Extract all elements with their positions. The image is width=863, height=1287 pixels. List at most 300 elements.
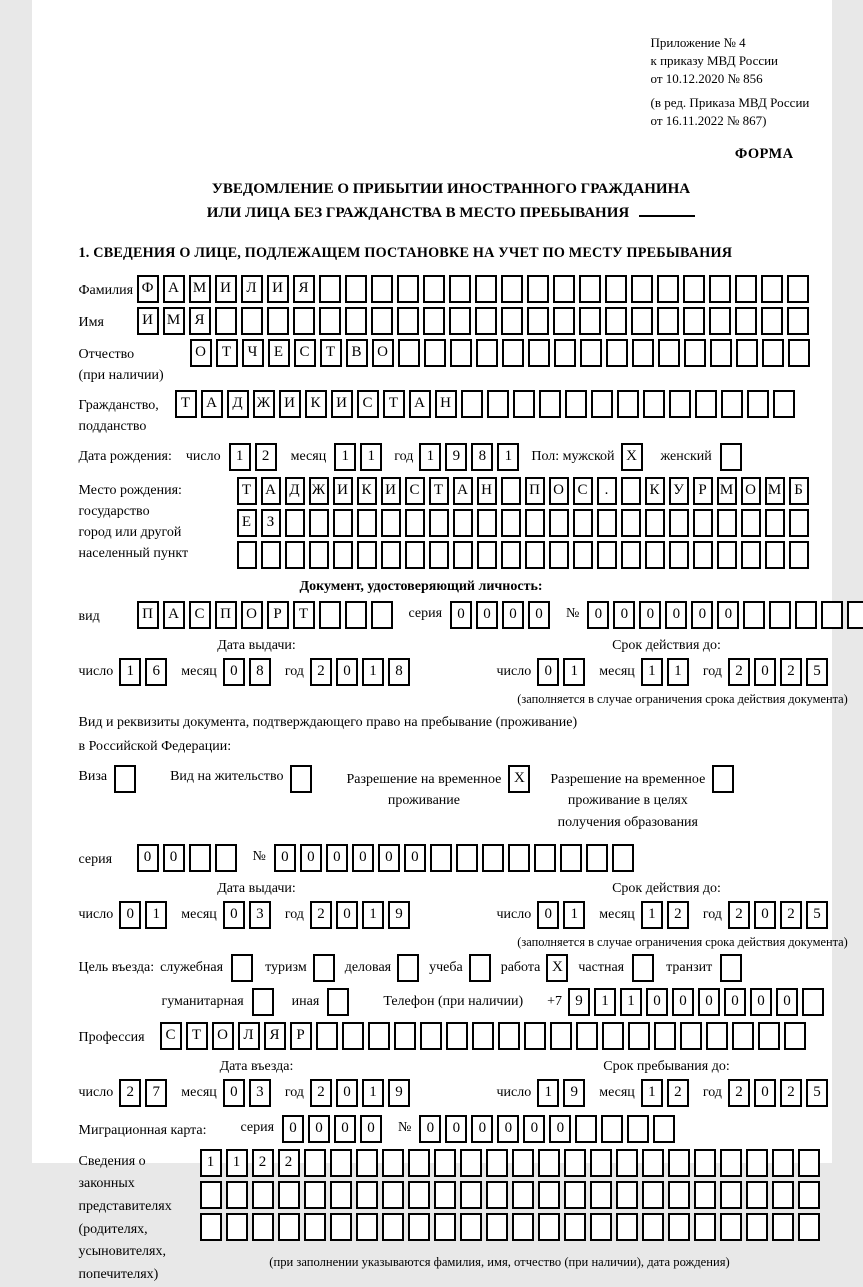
citizenship-cell[interactable] xyxy=(539,390,561,418)
surname-cell[interactable] xyxy=(319,275,341,303)
representatives-cell[interactable] xyxy=(798,1181,820,1209)
temp-residence-edu-cell[interactable] xyxy=(712,765,734,793)
profession-cell[interactable] xyxy=(758,1022,780,1050)
citizenship-cell[interactable] xyxy=(487,390,509,418)
doc-number-cell[interactable] xyxy=(847,601,863,629)
given-name-cell[interactable] xyxy=(605,307,627,335)
resid-number-cell[interactable] xyxy=(456,844,478,872)
temp-residence-cell[interactable]: X xyxy=(508,765,530,793)
representatives-cell[interactable] xyxy=(330,1213,352,1241)
resid-number-cell[interactable]: 0 xyxy=(378,844,400,872)
migration-number-cell[interactable] xyxy=(627,1115,649,1143)
birth-place-cell[interactable] xyxy=(717,541,737,569)
entry-month-cell[interactable]: 3 xyxy=(249,1079,271,1107)
representatives-cell[interactable] xyxy=(356,1213,378,1241)
given-name-cell[interactable] xyxy=(709,307,731,335)
representatives-cell[interactable] xyxy=(278,1181,300,1209)
birth-place-cell[interactable]: Н xyxy=(477,477,497,505)
citizenship-cell[interactable] xyxy=(513,390,535,418)
representatives-cell[interactable] xyxy=(486,1149,508,1177)
given-name-cell[interactable] xyxy=(397,307,419,335)
entry-year-cell[interactable]: 0 xyxy=(336,1079,358,1107)
representatives-cell[interactable] xyxy=(512,1149,534,1177)
representatives-cell[interactable] xyxy=(746,1181,768,1209)
patronymic-cell[interactable] xyxy=(788,339,810,367)
surname-cell[interactable] xyxy=(657,275,679,303)
representatives-cell[interactable] xyxy=(616,1181,638,1209)
birth-place-cell[interactable] xyxy=(381,509,401,537)
surname-cell[interactable] xyxy=(709,275,731,303)
resid-number-cell[interactable] xyxy=(560,844,582,872)
representatives-cell[interactable]: 2 xyxy=(278,1149,300,1177)
surname-cell[interactable]: М xyxy=(189,275,211,303)
birth-place-cell[interactable] xyxy=(453,509,473,537)
patronymic-cell[interactable]: В xyxy=(346,339,368,367)
representatives-cell[interactable] xyxy=(200,1213,222,1241)
patronymic-cell[interactable] xyxy=(580,339,602,367)
migration-number-cell[interactable]: 0 xyxy=(419,1115,441,1143)
birth-place-cell[interactable]: Р xyxy=(693,477,713,505)
resid-issue-month-cell[interactable]: 0 xyxy=(223,901,245,929)
birth-year-cell[interactable]: 1 xyxy=(419,443,441,471)
doc-issue-day-cell[interactable]: 6 xyxy=(145,658,167,686)
doc-expiry-day-cell[interactable]: 0 xyxy=(537,658,559,686)
entry-day-cell[interactable]: 2 xyxy=(119,1079,141,1107)
stay-month-cell[interactable]: 2 xyxy=(667,1079,689,1107)
resid-number-cell[interactable]: 0 xyxy=(300,844,322,872)
representatives-cell[interactable] xyxy=(408,1149,430,1177)
patronymic-cell[interactable]: О xyxy=(372,339,394,367)
representatives-cell[interactable] xyxy=(356,1181,378,1209)
resid-number-cell[interactable]: 0 xyxy=(326,844,348,872)
resid-expiry-month-cell[interactable]: 1 xyxy=(641,901,663,929)
resid-number-cell[interactable] xyxy=(482,844,504,872)
representatives-cell[interactable] xyxy=(538,1181,560,1209)
doc-number-cell[interactable]: 0 xyxy=(613,601,635,629)
phone-cell[interactable]: 1 xyxy=(620,988,642,1016)
migration-number-cell[interactable] xyxy=(575,1115,597,1143)
phone-cell[interactable]: 1 xyxy=(594,988,616,1016)
birth-place-cell[interactable] xyxy=(741,541,761,569)
given-name-cell[interactable]: И xyxy=(137,307,159,335)
profession-cell[interactable]: Л xyxy=(238,1022,260,1050)
representatives-cell[interactable] xyxy=(330,1181,352,1209)
purpose-study-cell[interactable] xyxy=(469,954,491,982)
patronymic-cell[interactable]: Е xyxy=(268,339,290,367)
birth-place-cell[interactable]: К xyxy=(645,477,665,505)
representatives-cell[interactable] xyxy=(252,1213,274,1241)
profession-cell[interactable] xyxy=(550,1022,572,1050)
birth-place-cell[interactable] xyxy=(693,541,713,569)
phone-cell[interactable]: 0 xyxy=(646,988,668,1016)
doc-issue-year-cell[interactable]: 1 xyxy=(362,658,384,686)
birth-place-cell[interactable]: О xyxy=(549,477,569,505)
birth-place-cell[interactable] xyxy=(477,541,497,569)
resid-issue-month-cell[interactable]: 3 xyxy=(249,901,271,929)
entry-year-cell[interactable]: 2 xyxy=(310,1079,332,1107)
entry-year-cell[interactable]: 1 xyxy=(362,1079,384,1107)
resid-issue-day-cell[interactable]: 1 xyxy=(145,901,167,929)
profession-cell[interactable] xyxy=(498,1022,520,1050)
surname-cell[interactable] xyxy=(397,275,419,303)
birth-place-cell[interactable]: О xyxy=(741,477,761,505)
doc-type-cell[interactable] xyxy=(319,601,341,629)
representatives-cell[interactable] xyxy=(356,1149,378,1177)
doc-issue-day-cell[interactable]: 1 xyxy=(119,658,141,686)
patronymic-cell[interactable] xyxy=(398,339,420,367)
representatives-cell[interactable] xyxy=(720,1149,742,1177)
surname-cell[interactable]: И xyxy=(215,275,237,303)
representatives-cell[interactable] xyxy=(200,1181,222,1209)
resid-number-cell[interactable] xyxy=(508,844,530,872)
doc-number-cell[interactable]: 0 xyxy=(665,601,687,629)
birth-day-cell[interactable]: 2 xyxy=(255,443,277,471)
given-name-cell[interactable] xyxy=(527,307,549,335)
resid-issue-year-cell[interactable]: 9 xyxy=(388,901,410,929)
representatives-cell[interactable] xyxy=(382,1149,404,1177)
doc-type-cell[interactable]: О xyxy=(241,601,263,629)
given-name-cell[interactable] xyxy=(761,307,783,335)
patronymic-cell[interactable]: С xyxy=(294,339,316,367)
citizenship-cell[interactable] xyxy=(643,390,665,418)
birth-year-cell[interactable]: 9 xyxy=(445,443,467,471)
representatives-cell[interactable] xyxy=(642,1181,664,1209)
birth-place-cell[interactable] xyxy=(477,509,497,537)
birth-place-cell[interactable]: А xyxy=(453,477,473,505)
patronymic-cell[interactable] xyxy=(554,339,576,367)
representatives-cell[interactable] xyxy=(460,1213,482,1241)
profession-cell[interactable] xyxy=(316,1022,338,1050)
doc-expiry-month-cell[interactable]: 1 xyxy=(667,658,689,686)
birth-place-cell[interactable] xyxy=(429,541,449,569)
profession-cell[interactable] xyxy=(602,1022,624,1050)
stay-day-cell[interactable]: 1 xyxy=(537,1079,559,1107)
representatives-cell[interactable] xyxy=(798,1149,820,1177)
profession-cell[interactable] xyxy=(472,1022,494,1050)
doc-type-cell[interactable]: Т xyxy=(293,601,315,629)
doc-issue-year-cell[interactable]: 8 xyxy=(388,658,410,686)
stay-year-cell[interactable]: 5 xyxy=(806,1079,828,1107)
stay-year-cell[interactable]: 0 xyxy=(754,1079,776,1107)
resid-number-cell[interactable] xyxy=(586,844,608,872)
profession-cell[interactable] xyxy=(524,1022,546,1050)
citizenship-cell[interactable]: Ж xyxy=(253,390,275,418)
representatives-cell[interactable] xyxy=(590,1181,612,1209)
surname-cell[interactable] xyxy=(475,275,497,303)
representatives-cell[interactable] xyxy=(512,1181,534,1209)
purpose-official-cell[interactable] xyxy=(231,954,253,982)
resid-issue-year-cell[interactable]: 1 xyxy=(362,901,384,929)
citizenship-cell[interactable] xyxy=(617,390,639,418)
birth-place-cell[interactable] xyxy=(501,477,521,505)
birth-place-cell[interactable]: К xyxy=(357,477,377,505)
citizenship-cell[interactable]: И xyxy=(331,390,353,418)
profession-cell[interactable] xyxy=(732,1022,754,1050)
given-name-cell[interactable] xyxy=(579,307,601,335)
surname-cell[interactable]: А xyxy=(163,275,185,303)
profession-cell[interactable] xyxy=(342,1022,364,1050)
birth-place-cell[interactable] xyxy=(285,509,305,537)
purpose-private-cell[interactable] xyxy=(632,954,654,982)
surname-cell[interactable] xyxy=(605,275,627,303)
surname-cell[interactable]: Л xyxy=(241,275,263,303)
profession-cell[interactable] xyxy=(680,1022,702,1050)
surname-cell[interactable] xyxy=(579,275,601,303)
representatives-cell[interactable] xyxy=(434,1213,456,1241)
citizenship-cell[interactable]: А xyxy=(201,390,223,418)
doc-expiry-year-cell[interactable]: 5 xyxy=(806,658,828,686)
doc-type-cell[interactable]: Р xyxy=(267,601,289,629)
stay-month-cell[interactable]: 1 xyxy=(641,1079,663,1107)
profession-cell[interactable] xyxy=(628,1022,650,1050)
birth-place-cell[interactable]: . xyxy=(597,477,617,505)
profession-cell[interactable]: О xyxy=(212,1022,234,1050)
birth-place-cell[interactable] xyxy=(597,509,617,537)
profession-cell[interactable] xyxy=(654,1022,676,1050)
representatives-cell[interactable] xyxy=(746,1149,768,1177)
citizenship-cell[interactable]: К xyxy=(305,390,327,418)
given-name-cell[interactable] xyxy=(787,307,809,335)
citizenship-cell[interactable]: А xyxy=(409,390,431,418)
phone-cell[interactable]: 0 xyxy=(672,988,694,1016)
migration-number-cell[interactable] xyxy=(601,1115,623,1143)
birth-place-cell[interactable] xyxy=(357,509,377,537)
patronymic-cell[interactable] xyxy=(606,339,628,367)
birth-place-cell[interactable]: Е xyxy=(237,509,257,537)
representatives-cell[interactable] xyxy=(616,1149,638,1177)
resid-expiry-year-cell[interactable]: 2 xyxy=(728,901,750,929)
citizenship-cell[interactable] xyxy=(773,390,795,418)
representatives-cell[interactable] xyxy=(798,1213,820,1241)
profession-cell[interactable] xyxy=(368,1022,390,1050)
entry-month-cell[interactable]: 0 xyxy=(223,1079,245,1107)
doc-type-cell[interactable]: С xyxy=(189,601,211,629)
birth-place-cell[interactable] xyxy=(645,509,665,537)
birth-place-cell[interactable] xyxy=(405,509,425,537)
migration-number-cell[interactable]: 0 xyxy=(549,1115,571,1143)
representatives-cell[interactable] xyxy=(642,1149,664,1177)
representatives-cell[interactable] xyxy=(304,1149,326,1177)
citizenship-cell[interactable] xyxy=(565,390,587,418)
birth-place-cell[interactable]: Т xyxy=(429,477,449,505)
birth-place-cell[interactable]: М xyxy=(765,477,785,505)
representatives-cell[interactable] xyxy=(382,1181,404,1209)
doc-number-cell[interactable] xyxy=(821,601,843,629)
given-name-cell[interactable] xyxy=(475,307,497,335)
migration-number-cell[interactable] xyxy=(653,1115,675,1143)
purpose-tourism-cell[interactable] xyxy=(313,954,335,982)
birth-place-cell[interactable] xyxy=(549,509,569,537)
birth-place-cell[interactable] xyxy=(381,541,401,569)
doc-type-cell[interactable] xyxy=(371,601,393,629)
birth-place-cell[interactable]: Б xyxy=(789,477,809,505)
patronymic-cell[interactable]: О xyxy=(190,339,212,367)
birth-place-cell[interactable] xyxy=(309,541,329,569)
birth-place-cell[interactable]: Д xyxy=(285,477,305,505)
doc-number-cell[interactable]: 0 xyxy=(587,601,609,629)
birth-place-cell[interactable]: С xyxy=(573,477,593,505)
given-name-cell[interactable] xyxy=(501,307,523,335)
birth-place-cell[interactable]: М xyxy=(717,477,737,505)
birth-place-cell[interactable] xyxy=(309,509,329,537)
phone-cell[interactable]: 0 xyxy=(750,988,772,1016)
doc-number-cell[interactable] xyxy=(743,601,765,629)
doc-issue-year-cell[interactable]: 2 xyxy=(310,658,332,686)
given-name-cell[interactable] xyxy=(345,307,367,335)
gender-female-cell[interactable] xyxy=(720,443,742,471)
migration-series-cell[interactable]: 0 xyxy=(360,1115,382,1143)
gender-male-cell[interactable]: X xyxy=(621,443,643,471)
citizenship-cell[interactable]: С xyxy=(357,390,379,418)
birth-place-cell[interactable]: А xyxy=(261,477,281,505)
given-name-cell[interactable] xyxy=(631,307,653,335)
doc-type-cell[interactable]: А xyxy=(163,601,185,629)
entry-year-cell[interactable]: 9 xyxy=(388,1079,410,1107)
doc-expiry-year-cell[interactable]: 0 xyxy=(754,658,776,686)
birth-place-cell[interactable] xyxy=(693,509,713,537)
birth-place-cell[interactable] xyxy=(789,509,809,537)
birth-place-cell[interactable] xyxy=(597,541,617,569)
birth-place-cell[interactable] xyxy=(765,541,785,569)
patronymic-cell[interactable] xyxy=(476,339,498,367)
doc-series-cell[interactable]: 0 xyxy=(528,601,550,629)
representatives-cell[interactable] xyxy=(408,1213,430,1241)
resid-expiry-year-cell[interactable]: 2 xyxy=(780,901,802,929)
patronymic-cell[interactable] xyxy=(450,339,472,367)
citizenship-cell[interactable]: Т xyxy=(383,390,405,418)
representatives-cell[interactable]: 1 xyxy=(200,1149,222,1177)
patronymic-cell[interactable] xyxy=(528,339,550,367)
given-name-cell[interactable] xyxy=(371,307,393,335)
profession-cell[interactable] xyxy=(446,1022,468,1050)
representatives-cell[interactable] xyxy=(668,1149,690,1177)
citizenship-cell[interactable] xyxy=(669,390,691,418)
resid-number-cell[interactable] xyxy=(430,844,452,872)
stay-year-cell[interactable]: 2 xyxy=(780,1079,802,1107)
patronymic-cell[interactable] xyxy=(502,339,524,367)
birth-place-cell[interactable] xyxy=(501,541,521,569)
given-name-cell[interactable] xyxy=(319,307,341,335)
representatives-cell[interactable] xyxy=(590,1149,612,1177)
doc-number-cell[interactable] xyxy=(769,601,791,629)
purpose-business-cell[interactable] xyxy=(397,954,419,982)
representatives-cell[interactable] xyxy=(772,1213,794,1241)
birth-year-cell[interactable]: 1 xyxy=(497,443,519,471)
citizenship-cell[interactable] xyxy=(461,390,483,418)
birth-place-cell[interactable]: С xyxy=(405,477,425,505)
birth-place-cell[interactable] xyxy=(669,509,689,537)
representatives-cell[interactable] xyxy=(772,1149,794,1177)
birth-place-cell[interactable] xyxy=(285,541,305,569)
purpose-other-cell[interactable] xyxy=(327,988,349,1016)
profession-cell[interactable]: Р xyxy=(290,1022,312,1050)
resid-series-cell[interactable] xyxy=(215,844,237,872)
birth-place-cell[interactable] xyxy=(621,477,641,505)
representatives-cell[interactable] xyxy=(668,1213,690,1241)
surname-cell[interactable] xyxy=(631,275,653,303)
resid-issue-year-cell[interactable]: 0 xyxy=(336,901,358,929)
birth-place-cell[interactable] xyxy=(357,541,377,569)
birth-place-cell[interactable] xyxy=(525,509,545,537)
birth-place-cell[interactable]: И xyxy=(381,477,401,505)
patronymic-cell[interactable] xyxy=(710,339,732,367)
representatives-cell[interactable] xyxy=(486,1181,508,1209)
birth-place-cell[interactable] xyxy=(549,541,569,569)
patronymic-cell[interactable] xyxy=(684,339,706,367)
given-name-cell[interactable] xyxy=(241,307,263,335)
resid-expiry-day-cell[interactable]: 1 xyxy=(563,901,585,929)
representatives-cell[interactable] xyxy=(460,1181,482,1209)
given-name-cell[interactable] xyxy=(293,307,315,335)
representatives-cell[interactable] xyxy=(434,1149,456,1177)
patronymic-cell[interactable]: Т xyxy=(320,339,342,367)
birth-place-cell[interactable] xyxy=(789,541,809,569)
birth-place-cell[interactable] xyxy=(573,541,593,569)
doc-number-cell[interactable]: 0 xyxy=(639,601,661,629)
birth-place-cell[interactable] xyxy=(573,509,593,537)
citizenship-cell[interactable]: Т xyxy=(175,390,197,418)
citizenship-cell[interactable]: Д xyxy=(227,390,249,418)
resid-number-cell[interactable] xyxy=(612,844,634,872)
representatives-cell[interactable] xyxy=(746,1213,768,1241)
birth-place-cell[interactable]: У xyxy=(669,477,689,505)
representatives-cell[interactable] xyxy=(486,1213,508,1241)
representatives-cell[interactable] xyxy=(564,1149,586,1177)
surname-cell[interactable] xyxy=(787,275,809,303)
profession-cell[interactable]: Т xyxy=(186,1022,208,1050)
resid-expiry-day-cell[interactable]: 0 xyxy=(537,901,559,929)
doc-expiry-year-cell[interactable]: 2 xyxy=(728,658,750,686)
birth-place-cell[interactable] xyxy=(741,509,761,537)
citizenship-cell[interactable]: И xyxy=(279,390,301,418)
birth-place-cell[interactable]: П xyxy=(525,477,545,505)
birth-month-cell[interactable]: 1 xyxy=(360,443,382,471)
resid-expiry-year-cell[interactable]: 0 xyxy=(754,901,776,929)
doc-series-cell[interactable]: 0 xyxy=(502,601,524,629)
resid-series-cell[interactable] xyxy=(189,844,211,872)
representatives-cell[interactable] xyxy=(616,1213,638,1241)
given-name-cell[interactable] xyxy=(423,307,445,335)
profession-cell[interactable] xyxy=(576,1022,598,1050)
representatives-cell[interactable] xyxy=(564,1181,586,1209)
representatives-cell[interactable] xyxy=(226,1181,248,1209)
profession-cell[interactable]: С xyxy=(160,1022,182,1050)
representatives-cell[interactable] xyxy=(720,1181,742,1209)
purpose-humanitarian-cell[interactable] xyxy=(252,988,274,1016)
patronymic-cell[interactable] xyxy=(632,339,654,367)
entry-day-cell[interactable]: 7 xyxy=(145,1079,167,1107)
birth-place-cell[interactable] xyxy=(333,509,353,537)
migration-number-cell[interactable]: 0 xyxy=(445,1115,467,1143)
surname-cell[interactable]: И xyxy=(267,275,289,303)
doc-series-cell[interactable]: 0 xyxy=(450,601,472,629)
surname-cell[interactable]: Ф xyxy=(137,275,159,303)
residence-permit-cell[interactable] xyxy=(290,765,312,793)
representatives-cell[interactable] xyxy=(382,1213,404,1241)
patronymic-cell[interactable] xyxy=(424,339,446,367)
birth-place-cell[interactable] xyxy=(621,541,641,569)
surname-cell[interactable]: Я xyxy=(293,275,315,303)
birth-place-cell[interactable] xyxy=(237,541,257,569)
resid-series-cell[interactable]: 0 xyxy=(137,844,159,872)
resid-series-cell[interactable]: 0 xyxy=(163,844,185,872)
birth-place-cell[interactable] xyxy=(669,541,689,569)
given-name-cell[interactable] xyxy=(215,307,237,335)
resid-expiry-month-cell[interactable]: 2 xyxy=(667,901,689,929)
surname-cell[interactable] xyxy=(345,275,367,303)
migration-series-cell[interactable]: 0 xyxy=(334,1115,356,1143)
given-name-cell[interactable] xyxy=(735,307,757,335)
